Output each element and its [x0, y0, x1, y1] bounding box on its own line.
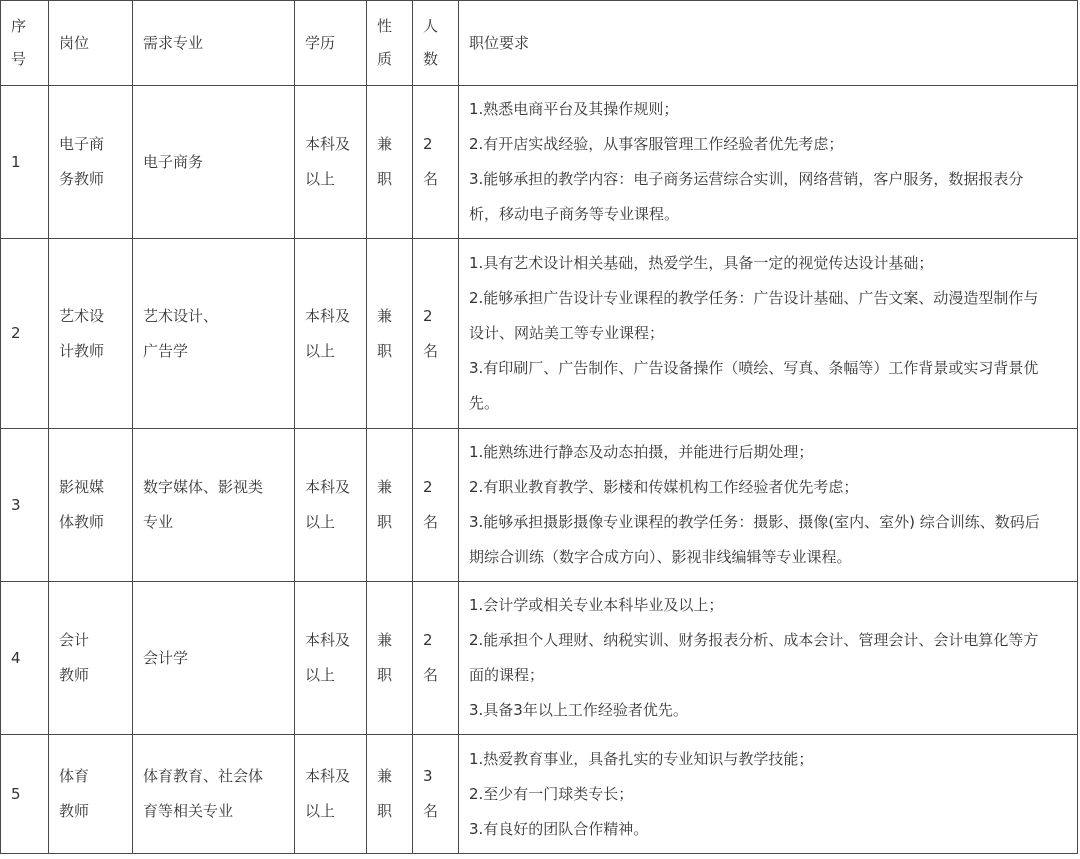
cell-count	[413, 429, 459, 582]
cell-requirements-line: 3.能够承担摄影摄像专业课程的教学任务：摄影、摄像(室内、室外) 综合训练、数码后	[469, 513, 1040, 531]
cell-count	[413, 239, 459, 429]
cell-no-line: 3	[11, 495, 21, 514]
cell-nature-line: 职	[377, 341, 393, 360]
cell-nature-line: 兼	[377, 478, 393, 496]
cell-no	[1, 735, 49, 854]
cell-position-line: 岗位	[59, 33, 90, 52]
cell-no-line: 2	[11, 324, 21, 342]
cell-education-line: 本科及	[305, 135, 351, 153]
cell-position	[49, 1, 133, 86]
cell-position-line: 影视媒	[59, 478, 105, 496]
cell-requirements	[459, 86, 1078, 239]
cell-major-line: 专业	[143, 513, 174, 531]
cell-requirements-line: 1.会计学或相关专业本科毕业及以上；	[469, 596, 724, 614]
cell-nature	[367, 239, 413, 429]
cell-position-line: 教师	[59, 666, 90, 684]
cell-nature-line: 兼	[377, 631, 393, 649]
cell-major-line: 电子商务	[143, 152, 204, 171]
cell-nature-line: 质	[377, 50, 393, 68]
cell-position	[49, 735, 133, 854]
cell-requirements-line: 2.能够承担广告设计专业课程的教学任务：广告设计基础、广告文案、动漫造型制作与	[469, 289, 1039, 307]
cell-requirements-line: 3.有良好的团队合作精神。	[469, 819, 649, 838]
cell-count	[413, 1, 459, 86]
cell-education-line: 以上	[305, 513, 336, 531]
cell-nature	[367, 86, 413, 239]
cell-requirements-line: 3.能够承担的教学内容：电子商务运营综合实训，网络营销，客户服务，数据报表分	[469, 170, 1024, 188]
cell-no	[1, 86, 49, 239]
cell-requirements	[459, 735, 1078, 854]
cell-education-line: 以上	[305, 341, 336, 360]
cell-major-line: 育等相关专业	[143, 802, 234, 820]
cell-requirements	[459, 239, 1078, 429]
cell-major	[133, 735, 295, 854]
cell-count	[413, 86, 459, 239]
cell-major	[133, 1, 295, 86]
cell-education	[295, 429, 367, 582]
cell-position-line: 会计	[59, 631, 90, 649]
cell-major-line: 需求专业	[143, 33, 204, 52]
cell-major-line: 体育教育、社会体	[143, 767, 264, 785]
cell-major	[133, 86, 295, 239]
cell-position-line: 艺术设	[59, 306, 105, 325]
cell-no-line: 4	[11, 648, 21, 667]
cell-requirements-line: 析，移动电子商务等专业课程。	[469, 205, 680, 223]
cell-education-line: 以上	[305, 170, 336, 188]
cell-requirements-line: 1.具有艺术设计相关基础，热爱学生，具备一定的视觉传达设计基础；	[469, 254, 934, 272]
cell-education-line: 本科及	[305, 478, 351, 496]
cell-requirements-line: 期综合训练（数字合成方向）、影视非线编辑等专业课程。	[469, 548, 852, 566]
cell-count-line: 名	[423, 341, 439, 360]
cell-education-line: 以上	[305, 666, 336, 684]
cell-count-line: 2	[423, 306, 433, 325]
cell-requirements-line: 2.至少有一门球类专长；	[469, 784, 634, 803]
cell-nature-line: 职	[377, 802, 393, 820]
cell-no	[1, 582, 49, 735]
cell-nature	[367, 582, 413, 735]
cell-position-line: 教师	[59, 802, 90, 820]
cell-nature	[367, 429, 413, 582]
table-row	[1, 429, 1078, 582]
cell-requirements-line: 3.有印刷厂、广告制作、广告设备操作（喷绘、写真、条幅等）工作背景或实习背景优	[469, 359, 1039, 377]
cell-position-line: 务教师	[59, 170, 105, 188]
cell-requirements-line: 先。	[469, 394, 500, 412]
cell-count-line: 2	[423, 135, 433, 153]
cell-count-line: 名	[423, 666, 439, 684]
cell-requirements-line: 1.熟悉电商平台及其操作规则；	[469, 100, 679, 118]
cell-nature-line: 兼	[377, 306, 393, 325]
cell-requirements-line: 1.能熟练进行静态及动态拍摄，并能进行后期处理；	[469, 443, 814, 461]
cell-major	[133, 429, 295, 582]
cell-position-line: 体育	[59, 767, 90, 785]
cell-no	[1, 239, 49, 429]
cell-nature-line: 职	[377, 513, 393, 531]
cell-nature-line: 职	[377, 170, 393, 188]
cell-position	[49, 86, 133, 239]
cell-education-line: 以上	[305, 802, 336, 820]
cell-education	[295, 239, 367, 429]
cell-education	[295, 1, 367, 86]
cell-no	[1, 1, 49, 86]
cell-education	[295, 582, 367, 735]
cell-major	[133, 582, 295, 735]
cell-position	[49, 582, 133, 735]
cell-count-line: 2	[423, 631, 433, 649]
table-row	[1, 86, 1078, 239]
cell-major-line: 会计学	[143, 648, 189, 667]
cell-count-line: 名	[423, 170, 439, 188]
cell-count-line: 人	[423, 17, 439, 35]
cell-position-line: 电子商	[59, 135, 105, 153]
cell-education-line: 本科及	[305, 631, 351, 649]
cell-education-line: 学历	[305, 33, 336, 52]
cell-education-line: 本科及	[305, 767, 351, 785]
cell-nature-line: 性	[377, 17, 393, 35]
cell-nature	[367, 735, 413, 854]
cell-requirements-line: 2.有职业教育教学、影楼和传媒机构工作经验者优先考虑；	[469, 478, 859, 496]
cell-requirements-line: 职位要求	[469, 33, 530, 52]
cell-requirements-line: 2.有开店实战经验，从事客服管理工作经验者优先考虑；	[469, 135, 844, 153]
cell-no-line: 号	[11, 50, 27, 68]
cell-requirements	[459, 582, 1078, 735]
cell-requirements-line: 3.具备3年以上工作经验者优先。	[469, 701, 688, 719]
cell-count	[413, 735, 459, 854]
table-row	[1, 239, 1078, 429]
cell-nature-line: 兼	[377, 767, 393, 785]
cell-education	[295, 735, 367, 854]
cell-education-line: 本科及	[305, 306, 351, 325]
cell-requirements	[459, 1, 1078, 86]
cell-nature-line: 职	[377, 666, 393, 684]
cell-requirements	[459, 429, 1078, 582]
cell-education	[295, 86, 367, 239]
cell-requirements-line: 1.热爱教育事业，具备扎实的专业知识与教学技能；	[469, 749, 814, 768]
cell-position-line: 计教师	[59, 341, 105, 360]
cell-count	[413, 582, 459, 735]
cell-no-line: 序	[11, 17, 27, 35]
cell-position	[49, 239, 133, 429]
table-row	[1, 735, 1078, 854]
cell-requirements-line: 面的课程；	[469, 666, 545, 684]
table-row	[1, 582, 1078, 735]
cell-major-line: 艺术设计、	[143, 306, 219, 325]
cell-major	[133, 239, 295, 429]
cell-no-line: 5	[11, 784, 21, 803]
cell-requirements-line: 设计、网站美工等专业课程；	[469, 324, 665, 342]
table-body	[1, 1, 1078, 854]
cell-no	[1, 429, 49, 582]
cell-position-line: 体教师	[59, 513, 105, 531]
cell-major-line: 广告学	[143, 341, 189, 360]
cell-major-line: 数字媒体、影视类	[143, 478, 264, 496]
cell-count-line: 3	[423, 767, 433, 785]
cell-count-line: 名	[423, 802, 439, 820]
header-row	[1, 1, 1078, 86]
cell-nature	[367, 1, 413, 86]
cell-count-line: 数	[423, 50, 439, 68]
cell-count-line: 名	[423, 513, 439, 531]
cell-nature-line: 兼	[377, 135, 393, 153]
cell-count-line: 2	[423, 478, 433, 496]
cell-requirements-line: 2.能承担个人理财、纳税实训、财务报表分析、成本会计、管理会计、会计电算化等方	[469, 631, 1039, 649]
cell-no-line: 1	[11, 152, 21, 171]
cell-position	[49, 429, 133, 582]
